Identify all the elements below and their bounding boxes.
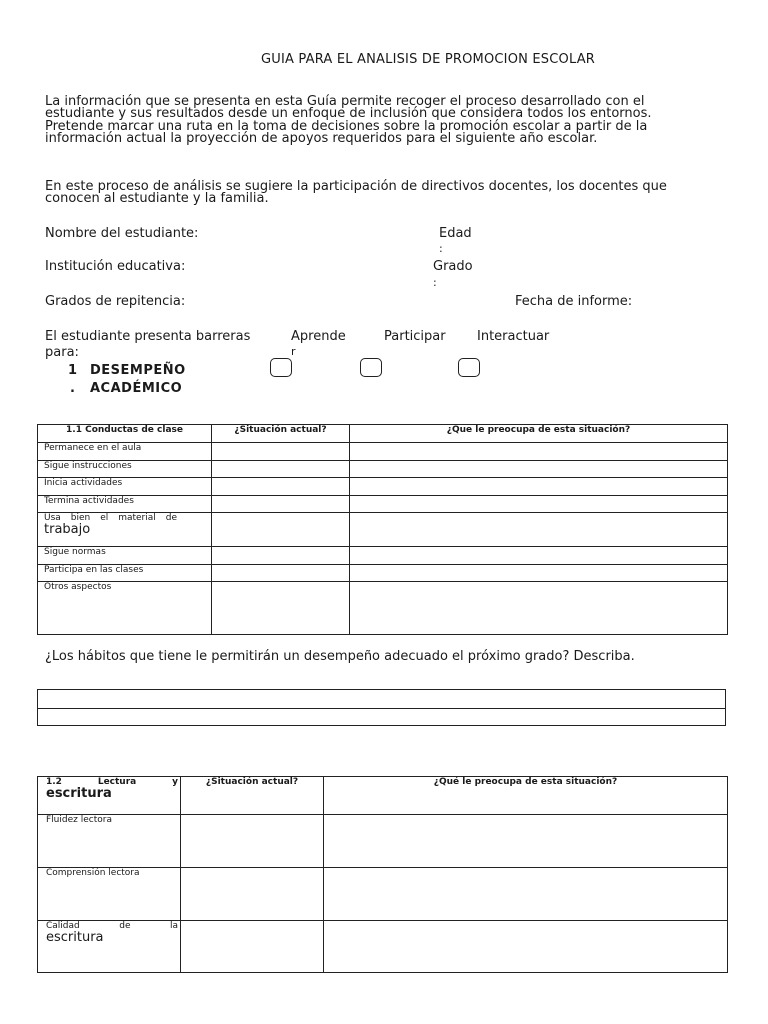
table-row [38,478,728,496]
column-header: ¿Situación actual? [181,777,324,815]
page-title: GUIA PARA EL ANALISIS DE PROMOCION ESCOLAR [260,52,596,67]
current-situation-cell[interactable] [212,461,350,478]
barriers-label-continued: para: [45,345,79,360]
participate-option-label: Participar [384,329,446,344]
class-behaviors-table [37,424,728,635]
answer-line[interactable] [38,690,726,709]
header-text: 1.2 Lectura y [46,777,178,787]
table-row [38,565,728,582]
age-label: Edad [439,226,472,241]
habits-question: ¿Los hábitos que tiene le permitirán un desempeño adecuado el próximo grado? Describa. [45,649,635,664]
learn-option-suffix: r [291,345,296,358]
row-label: Inicia actividades [38,478,212,496]
column-header: ¿Qué le preocupa de esta situación? [324,777,728,815]
student-name-label: Nombre del estudiante: [45,226,199,241]
row-label: Participa en las clases [38,565,212,582]
row-label-continued: trabajo [44,522,91,537]
current-situation-cell[interactable] [212,582,350,635]
table-header-row [38,777,728,815]
concern-cell[interactable] [324,921,728,973]
concern-cell[interactable] [350,443,728,461]
intro-line: La información que se presenta en esta Guía permite recoger el proceso desarrollado con el [45,94,645,109]
concern-cell[interactable] [324,868,728,921]
row-label: Usa bien el material de [44,513,177,523]
row-label: Sigue instrucciones [38,461,212,478]
table-row [38,921,728,973]
repeated-grades-label: Grados de repitencia: [45,294,186,309]
concern-cell[interactable] [350,513,728,547]
answer-line[interactable] [38,709,726,726]
current-situation-cell[interactable] [212,565,350,582]
current-situation-cell[interactable] [212,513,350,547]
row-label: Termina actividades [38,496,212,513]
table-row [38,461,728,478]
habits-answer-table [37,689,726,726]
current-situation-cell[interactable] [181,921,324,973]
participation-line: En este proceso de análisis se sugiere la participación de directivos docentes, los docentes que [45,179,667,194]
row-label: Fluidez lectora [38,815,181,868]
section-1-number: 1 [68,363,78,378]
answer-row [38,709,726,726]
table-row [38,547,728,565]
intro-line: Pretende marcar una ruta en la toma de decisiones sobre la promoción escolar a partir de la [45,118,648,134]
header-text-continued: escritura [46,786,112,801]
participation-paragraph [45,181,721,206]
current-situation-cell[interactable] [212,496,350,513]
concern-cell[interactable] [350,478,728,496]
intro-line: información actual la proyección de apoyos requeridos para el siguiente año escolar. [45,131,598,147]
row-label-continued: escritura [46,930,104,945]
current-situation-cell[interactable] [181,815,324,868]
barriers-label: El estudiante presenta barreras [45,329,251,344]
intro-paragraph [45,96,721,146]
concern-cell[interactable] [350,565,728,582]
table-row [38,513,728,547]
concern-cell[interactable] [350,547,728,565]
row-label-cell [38,513,212,547]
concern-cell[interactable] [350,582,728,635]
participation-line: conocen al estudiante y la familia. [45,191,269,207]
interact-checkbox[interactable] [458,358,480,377]
section-1-title-continued: ACADÉMICO [90,381,183,396]
learn-option-label: Aprende [291,329,346,344]
concern-cell[interactable] [350,496,728,513]
current-situation-cell[interactable] [181,868,324,921]
table-row [38,582,728,635]
table-header-row [38,425,728,443]
concern-cell[interactable] [324,815,728,868]
learn-checkbox[interactable] [270,358,292,377]
section-1-dot: . [70,381,76,396]
current-situation-cell[interactable] [212,443,350,461]
participate-checkbox[interactable] [360,358,382,377]
concern-cell[interactable] [350,461,728,478]
table-row [38,868,728,921]
institution-label: Institución educativa: [45,259,186,274]
grade-label: Grado [433,259,473,274]
row-label: Comprensión lectora [38,868,181,921]
interact-option-label: Interactuar [477,329,550,344]
row-label: Sigue normas [38,547,212,565]
table-row [38,443,728,461]
column-header: ¿Que le preocupa de esta situación? [350,425,728,443]
report-date-label: Fecha de informe: [515,294,633,309]
table-row [38,496,728,513]
row-label: Permanece en el aula [38,443,212,461]
age-colon: : [439,242,443,255]
row-label-cell [38,921,181,973]
grade-colon: : [433,276,437,289]
current-situation-cell[interactable] [212,547,350,565]
column-header: ¿Situación actual? [212,425,350,443]
answer-row [38,690,726,709]
row-label: Otros aspectos [38,582,212,635]
section-1-title: DESEMPEÑO [90,363,186,378]
column-header [38,777,181,815]
intro-line: estudiante y sus resultados desde un enfoque de inclusión que considera todos los entornos. [45,106,652,122]
reading-writing-table [37,776,728,973]
column-header: 1.1 Conductas de clase [38,425,212,443]
current-situation-cell[interactable] [212,478,350,496]
row-label: Calidad de la [46,921,178,931]
table-row [38,815,728,868]
